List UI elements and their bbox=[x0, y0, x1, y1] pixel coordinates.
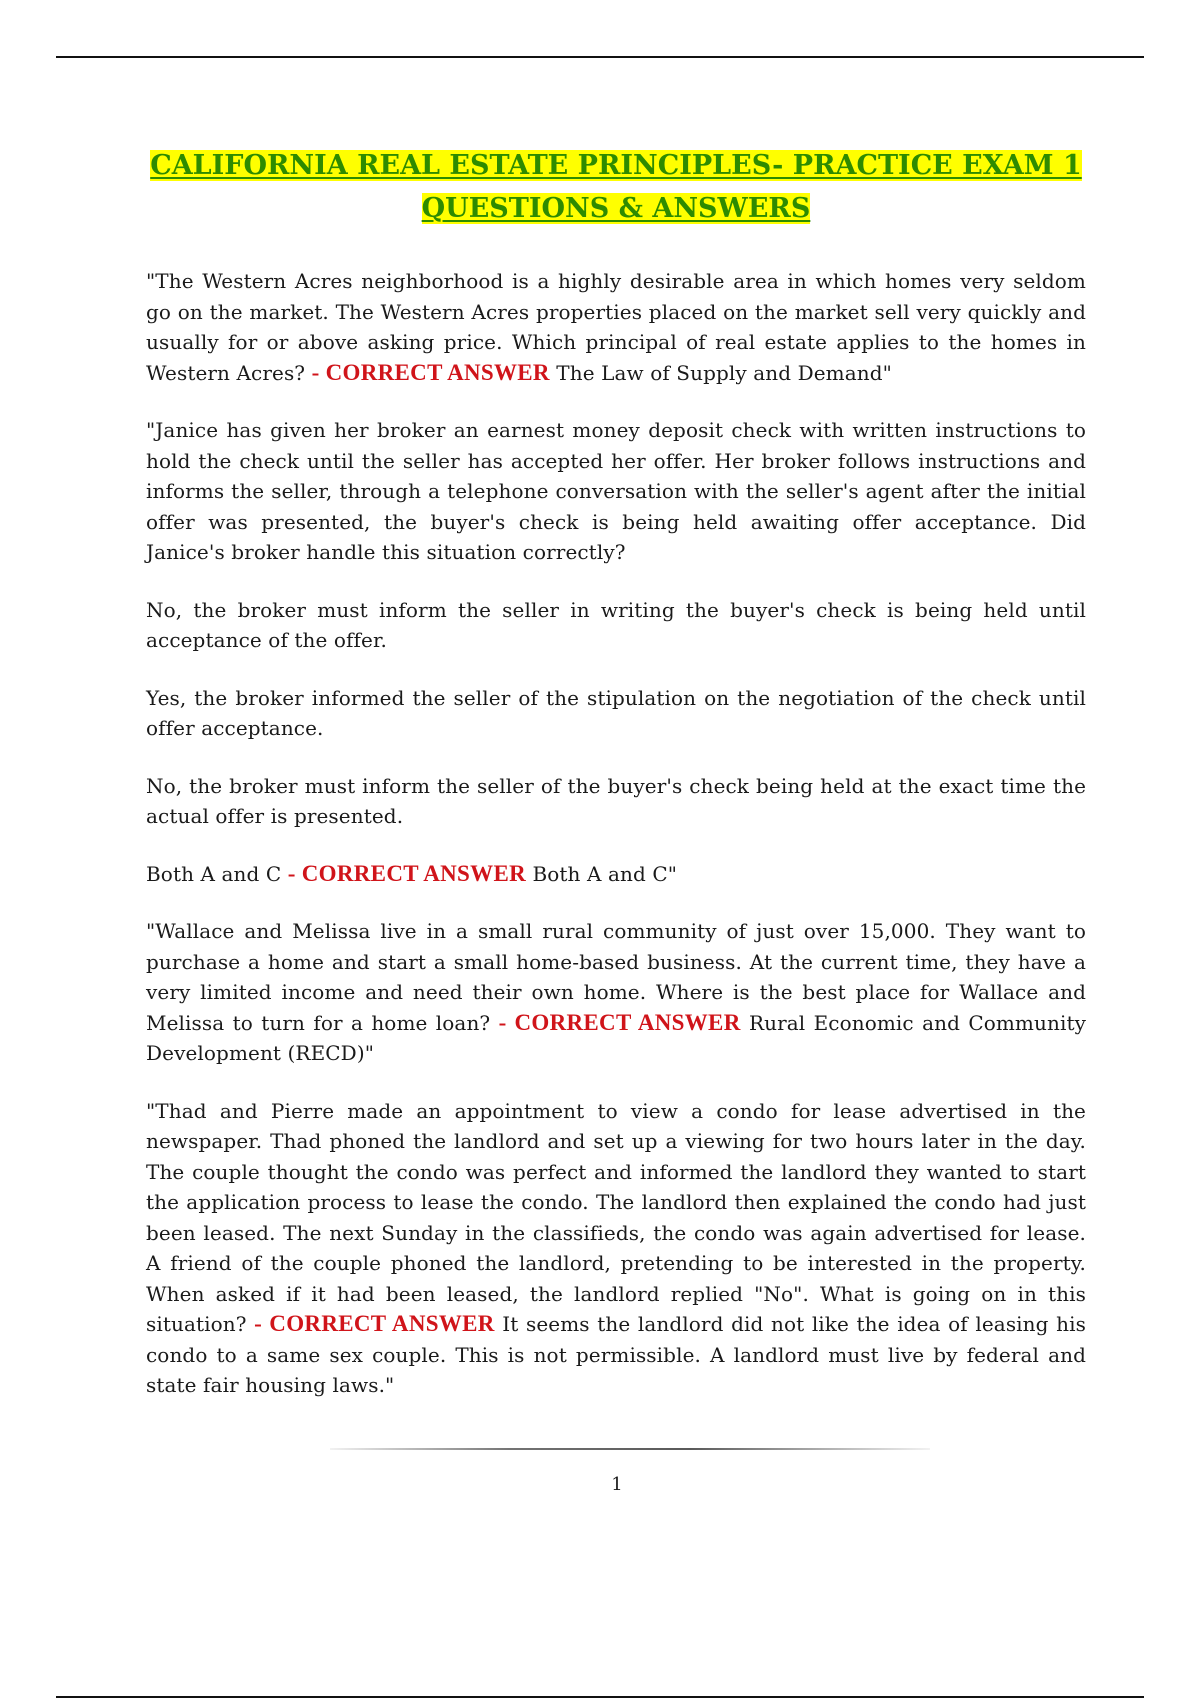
question-4 bbox=[146, 1096, 1086, 1401]
title-line-1: CALIFORNIA REAL ESTATE PRINCIPLES- PRACTICE EXAM 1 bbox=[150, 150, 1082, 181]
footer-rule bbox=[56, 1696, 1144, 1698]
question-1-answer: The Law of Supply and Demand" bbox=[549, 360, 892, 385]
question-2-option-a: No, the broker must inform the seller in writing the buyer's check is being held until acceptance of the offer. bbox=[146, 597, 1086, 652]
correct-answer-label: - CORRECT ANSWER bbox=[287, 860, 526, 886]
header-rule bbox=[56, 56, 1144, 58]
question-4-text: "Thad and Pierre made an appointment to view a condo for lease advertised in the newspaper. Thad phoned the landlord and set up a viewing for two hours later in the day. The couple thought the condo was perfect and informed the landlord they wanted to start the application process to lease the condo. The landlord then explained the condo had just been leased. The next Sunday in the classifieds, the condo was again advertised for lease. A friend of the couple phoned the landlord, pretending to be interested in the property. When asked if it had been leased, the landlord replied "No". What is going on in this situation? bbox=[146, 1098, 1086, 1336]
correct-answer-label: - CORRECT ANSWER bbox=[254, 1311, 495, 1336]
title-line-2: QUESTIONS & ANSWERS bbox=[421, 193, 811, 224]
document-body bbox=[146, 146, 1086, 1428]
question-2 bbox=[146, 415, 1086, 568]
correct-answer-label: - CORRECT ANSWER bbox=[498, 1009, 741, 1035]
question-1-text: "The Western Acres neighborhood is a highly desirable area in which homes very seldom go on the market. The Western Acres properties placed on the market sell very quickly and usually for or above asking price. Which principal of real estate applies to the homes in Western Acres? bbox=[146, 269, 1086, 385]
question-2-answer: Both A and C" bbox=[526, 861, 678, 886]
question-2-text: "Janice has given her broker an earnest money deposit check with written instructions to hold the check until the seller has accepted her offer. Her broker follows instructions and informs the seller, through a telephone conversation with the seller's agent after the initial offer was presented, the buyer's check is being held awaiting offer acceptance. Did Janice's broker handle this situation correctly? bbox=[146, 418, 1086, 564]
question-3-text: "Wallace and Melissa live in a small rural community of just over 15,000. They want to purchase a home and start a small home-based business. At the current time, they have a very limited income and need their own home. Where is the best place for Wallace and Melissa to turn for a home loan? bbox=[146, 919, 1086, 1035]
question-1 bbox=[146, 266, 1086, 388]
question-2-option-d-text: Both A and C bbox=[146, 861, 288, 886]
question-3 bbox=[146, 916, 1086, 1069]
question-3-answer: Rural Economic and Community Development (RECD)" bbox=[146, 1010, 1086, 1065]
correct-answer-label: - CORRECT ANSWER bbox=[311, 359, 550, 385]
document-title bbox=[146, 146, 1086, 232]
question-2-option-b: Yes, the broker informed the seller of the stipulation on the negotiation of the check until offer acceptance. bbox=[146, 685, 1086, 740]
question-2-option-d bbox=[146, 859, 1086, 890]
page-number: 1 bbox=[611, 1474, 623, 1495]
question-4-answer: It seems the landlord did not like the idea of leasing his condo to a same sex couple. This is not permissible. A landlord must live by federal and state fair housing laws." bbox=[146, 1312, 1086, 1397]
footer-divider bbox=[330, 1448, 930, 1450]
question-2-option-c: No, the broker must inform the seller of the buyer's check being held at the exact time the actual offer is presented. bbox=[146, 773, 1086, 828]
